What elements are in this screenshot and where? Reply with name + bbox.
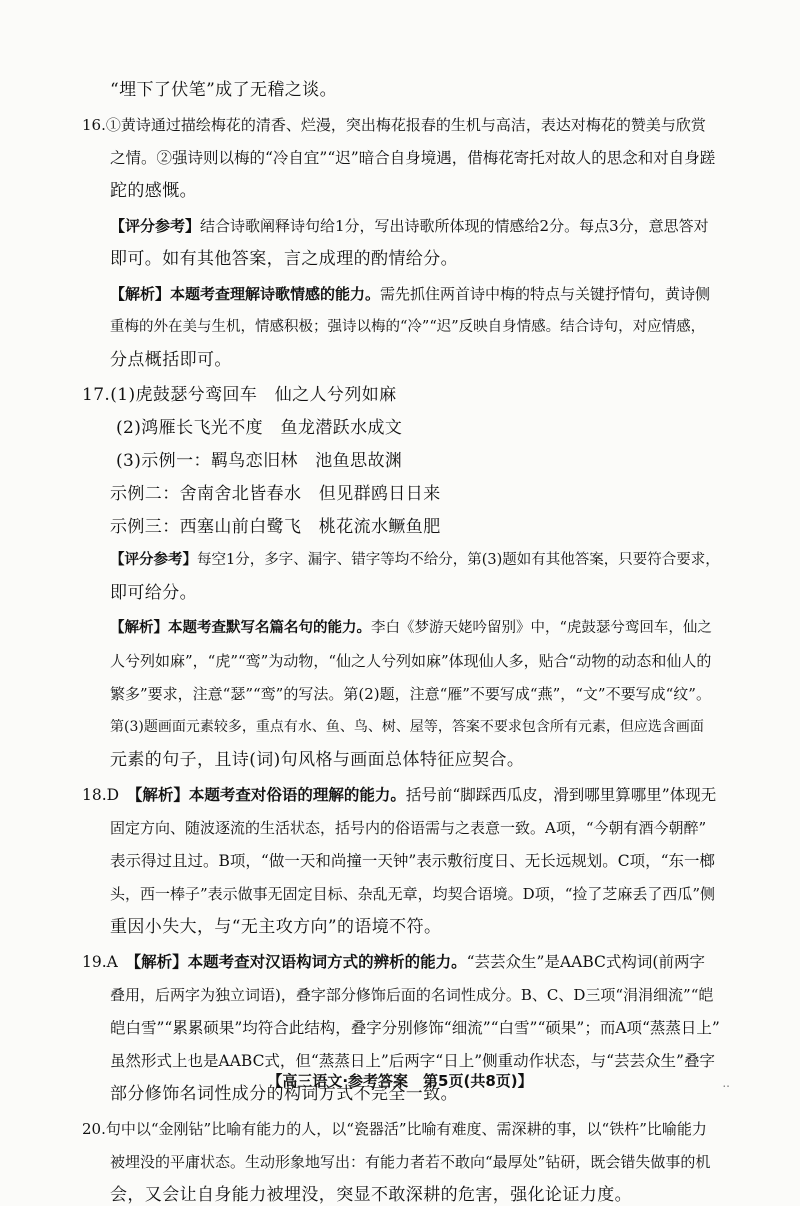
text-line: 即可给分。 bbox=[110, 583, 197, 603]
scoring-label: 【评分参考】 bbox=[110, 552, 197, 568]
text-line: 之情。②强诗则以梅的“冷自宜”“迟”暗合自身境遇，借梅花寄托对故人的思念和对自身蹉 bbox=[110, 149, 716, 167]
text-line: 表示得过且过。B项，“做一天和尚撞一天钟”表示敷衍度日、无长远规划。C项，“东一榔 bbox=[110, 852, 716, 870]
text-line: 重因小失大，与“无主攻方向”的语境不符。 bbox=[110, 917, 442, 937]
answer-17-line-1: 17.(1)虎鼓瑟兮鸾回车 仙之人兮列如麻 bbox=[82, 385, 397, 405]
text-line: 繁多”要求，注意“瑟”“鸾”的写法。第(2)题，注意“雁”不要写成“燕”，“文”不要写成“纹”。 bbox=[110, 685, 711, 703]
scoring-reference: 【评分参考】结合诗歌阐释诗句给1分，写出诗歌所体现的情感给2分。每点3分，意思答对 bbox=[110, 217, 709, 235]
analysis-label: 【解析】本题考查默写名篇名句的能力。 bbox=[110, 620, 371, 636]
text-line: 会，又会让自身能力被埋没，突显不敢深耕的危害，强化论证力度。 bbox=[110, 1185, 632, 1205]
text-line: (2)鸿雁长飞光不度 鱼龙潜跃水成文 bbox=[116, 418, 403, 438]
scoring-label: 【评分参考】 bbox=[110, 217, 201, 235]
analysis: 【解析】本题考查理解诗歌情感的能力。需先抓住两首诗中梅的特点与关键抒情句，黄诗侧 bbox=[110, 285, 711, 303]
text-line: 跎的感慨。 bbox=[110, 181, 197, 201]
analysis-label: 【解析】本题考查对俗语的理解的能力。 bbox=[134, 786, 406, 804]
text-line: 人兮列如麻”，“虎”“鸾”为动物，“仙之人兮列如麻”体现仙人多，贴合“动物的动态和仙人的 bbox=[110, 652, 712, 670]
page-footer: 【高三语文·参考答案 第5页(共8页)】 bbox=[267, 1072, 533, 1090]
text-line: 示例二：舍南舍北皆春水 但见群鸥日日来 bbox=[110, 484, 441, 504]
text-line: 元素的句子，且诗(词)句风格与画面总体特征应契合。 bbox=[110, 750, 525, 770]
text-line: 重梅的外在美与生机，情感积极；强诗以梅的“冷”“迟”反映自身情感。结合诗句，对应情感， bbox=[110, 319, 706, 335]
text-line: 虽然形式上也是AABC式，但“蒸蒸日上”后两字“日上”侧重动作状态，与“芸芸众生”叠字 bbox=[110, 1052, 715, 1070]
corner-mark: .. bbox=[722, 1076, 730, 1090]
text-line: 第(3)题画面元素较多，重点有水、鱼、鸟、树、屋等，答案不要求包含所有元素，但应选含画面 bbox=[110, 719, 704, 735]
text-line: 即可。如有其他答案，言之成理的酌情给分。 bbox=[110, 249, 458, 269]
answer-20-line-1: 20.句中以“金刚钻”比喻有能力的人，以“瓷器活”比喻有难度、需深耕的事，以“铁杵”比喻能力 bbox=[82, 1120, 707, 1138]
text-line: “埋下了伏笔”成了无稽之谈。 bbox=[110, 80, 337, 100]
text-line: 示例三：西塞山前白鹭飞 桃花流水鳜鱼肥 bbox=[110, 517, 441, 537]
analysis-label: 【解析】本题考查对汉语构词方式的辨析的能力。 bbox=[133, 953, 467, 971]
analysis: 【解析】本题考查默写名篇名句的能力。李白《梦游天姥吟留别》中，“虎鼓瑟兮鸾回车，仙之 bbox=[110, 620, 712, 636]
text-line: 分点概括即可。 bbox=[110, 350, 232, 370]
text-line: 叠用，后两字为独立词语)，叠字部分修饰后面的名词性成分。B、C、D三项“涓涓细流”“皑 bbox=[110, 986, 714, 1004]
scoring-reference: 【评分参考】每空1分，多字、漏字、错字等均不给分，第(3)题如有其他答案，只要符合要求， bbox=[110, 552, 720, 568]
text-line: 固定方向、随波逐流的生活状态，括号内的俗语需与之表意一致。A项，“今朝有酒今朝醉” bbox=[110, 819, 707, 837]
answer-16-line-1: 16.①黄诗通过描绘梅花的清香、烂漫，突出梅花报春的生机与高洁，表达对梅花的赞美与欣赏 bbox=[82, 116, 706, 134]
text-line: 部分修饰名词性成分的构词方式不完全一致。 bbox=[110, 1084, 458, 1104]
answer-18: 18.D 【解析】本题考查对俗语的理解的能力。括号前“脚踩西瓜皮，滑到哪里算哪里”体现无 bbox=[82, 786, 717, 804]
analysis-label: 【解析】本题考查理解诗歌情感的能力。 bbox=[110, 285, 381, 303]
text-line: (3)示例一：羁鸟恋旧林 池鱼思故渊 bbox=[116, 451, 403, 471]
text-line: 头，西一棒子”表示做事无固定目标、杂乱无章，均契合语境。D项，“捡了芝麻丢了西瓜”侧 bbox=[110, 885, 716, 903]
text-line: 被埋没的平庸状态。生动形象地写出：有能力者若不敢向“最厚处”钻研，既会错失做事的机 bbox=[110, 1153, 711, 1171]
answer-19: 19.A 【解析】本题考查对汉语构词方式的辨析的能力。“芸芸众生”是AABC式构词(前两字 bbox=[82, 953, 705, 971]
text-line: 皑白雪”“累累硕果”均符合此结构，叠字分别修饰“细流”“白雪”“硕果”；而A项“蒸蒸日上” bbox=[110, 1019, 720, 1037]
